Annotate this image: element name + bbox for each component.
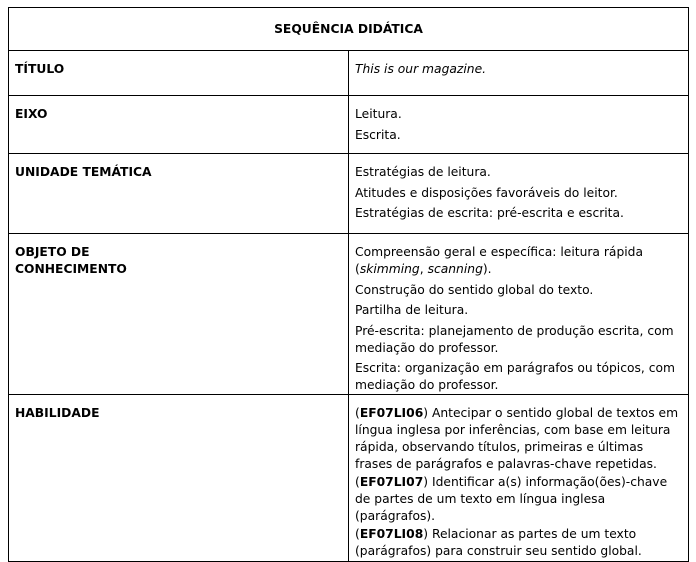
row-label-eixo: EIXO: [9, 96, 349, 154]
scanning-term: scanning: [427, 262, 483, 276]
skill-text: ) Identificar a(s) informação(ões)-chave de partes de um texto em língua inglesa (parágrafos).: [355, 475, 668, 523]
label-line: OBJETO DE: [15, 245, 90, 259]
objeto-item-text: ).: [482, 262, 492, 276]
row-label-habilidade: HABILIDADE: [9, 395, 349, 562]
row-value-objeto-conhecimento: [349, 234, 689, 395]
table-title: SEQUÊNCIA DIDÁTICA: [9, 8, 689, 51]
skill-item: [355, 405, 682, 473]
row-value-eixo: [349, 96, 689, 154]
table-row-habilidade: [9, 395, 689, 562]
objeto-item: [355, 244, 682, 278]
table-row-titulo: [9, 51, 689, 96]
didactic-sequence-table: [8, 7, 689, 562]
objeto-item: Partilha de leitura.: [355, 303, 469, 317]
skill-code: EF07LI06: [359, 406, 424, 420]
objeto-item: Escrita: organização em parágrafos ou tópicos, com mediação do professor.: [355, 361, 675, 392]
skill-code: EF07LI08: [359, 527, 424, 541]
table-header-row: [9, 8, 689, 51]
objeto-item-text: Compreensão geral e específica: leitura rápida (: [355, 245, 644, 276]
label-line: CONHECIMENTO: [15, 262, 127, 276]
table-row-objeto-conhecimento: [9, 234, 689, 395]
objeto-item: Construção do sentido global do texto.: [355, 282, 594, 297]
table-row-unidade-tematica: [9, 154, 689, 234]
separator: ,: [419, 262, 428, 276]
unidade-item: Estratégias de escrita: pré-escrita e escrita.: [355, 206, 624, 220]
row-label-titulo: TÍTULO: [9, 51, 349, 96]
table-row-eixo: [9, 96, 689, 154]
row-value-unidade-tematica: [349, 154, 689, 234]
skill-text: ) Relacionar as partes de um texto (parágrafos) para construir seu sentido global.: [355, 527, 642, 558]
row-label-unidade-tematica: UNIDADE TEMÁTICA: [9, 154, 349, 234]
skill-text: ) Antecipar o sentido global de textos em língua inglesa por inferências, com base em leitura rápida, observando títulos, primeiras e últimas frases de parágrafos e palavras-chave repetidas.: [355, 406, 679, 471]
skill-item: [355, 474, 682, 525]
skimming-term: skimming: [359, 262, 420, 276]
paren: (: [355, 475, 360, 489]
magazine-title-text: This is our magazine.: [355, 62, 487, 76]
eixo-item: Leitura.: [355, 107, 402, 121]
unidade-item: Estratégias de leitura.: [355, 165, 491, 179]
objeto-item: Pré-escrita: planejamento de produção escrita, com mediação do professor.: [355, 323, 674, 355]
unidade-item: Atitudes e disposições favoráveis do leitor.: [355, 185, 618, 200]
row-label-objeto-conhecimento: [9, 234, 349, 395]
skill-item: [355, 526, 682, 560]
paren: (: [355, 527, 360, 541]
paren: (: [355, 406, 360, 420]
eixo-item: Escrita.: [355, 127, 401, 142]
row-value-habilidade: [349, 395, 689, 562]
row-value-titulo: [349, 51, 689, 96]
skill-code: EF07LI07: [359, 475, 424, 489]
